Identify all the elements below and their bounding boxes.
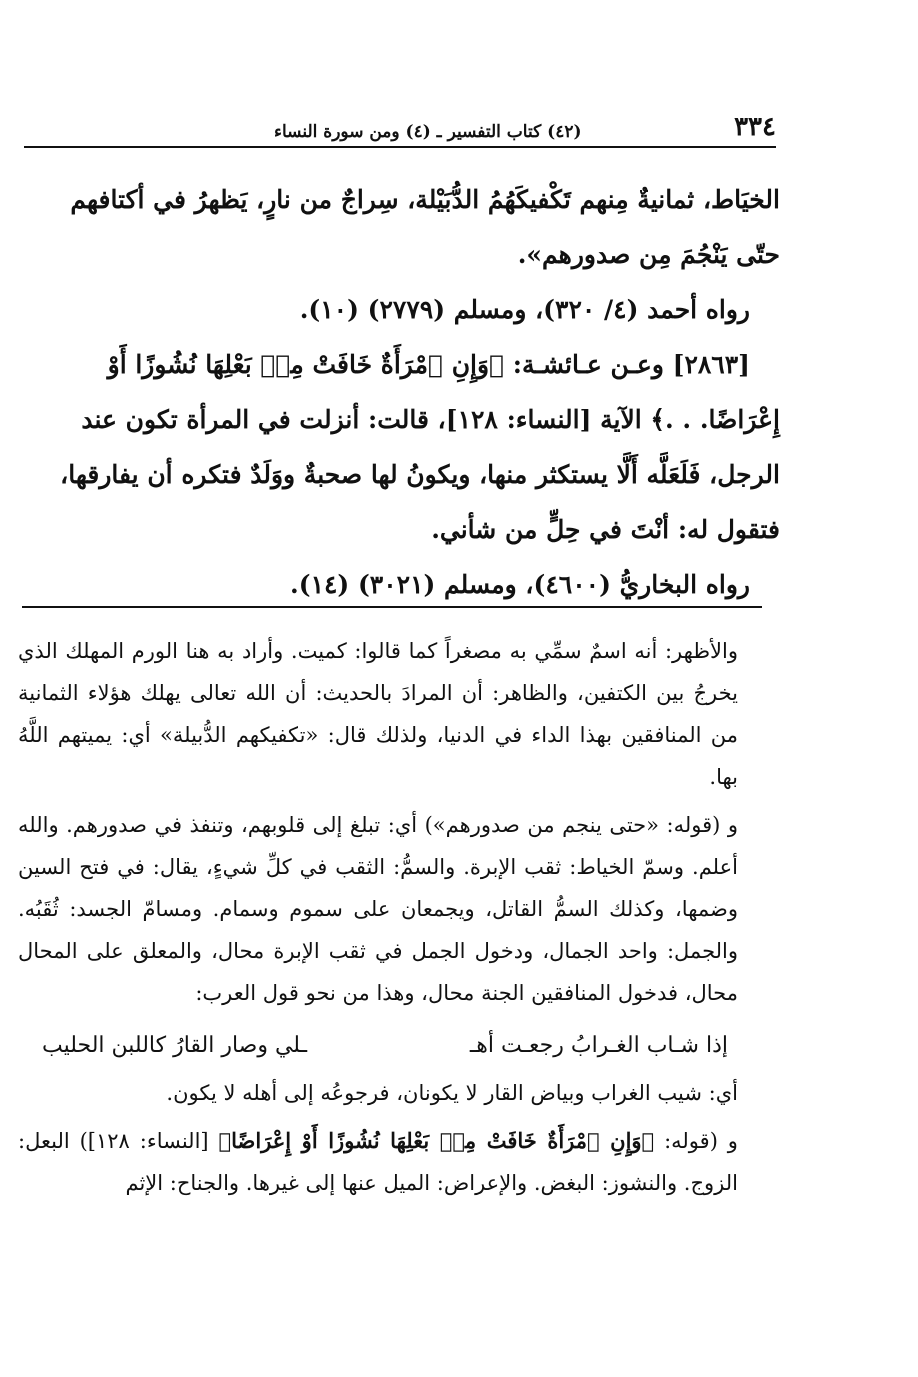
hadith-line-3: الرجل، فَلَعَلَّه أَلَّا يستكثر منها، ويكونُ لها صحبةٌ ووَلَدٌ فتكره أن يفارقها،: [60, 460, 780, 489]
source-reference-2: رواه البخاريُّ (٤٦٠٠)، ومسلم (٣٠٢١) (١٤).: [290, 570, 750, 599]
hadith-line-1: [٢٨٦٣] وعـن عـائشـة: ﴿وَإِنِ ٱمْرَأَةٌ خَافَتْ مِنۢ بَعْلِهَا نُشُوزًا أَوْ: [107, 350, 750, 379]
commentary-paragraph-3: أي: شيب الغراب وبياض القار لا يكونان، فرجوعُه إلى أهله لا يكون.: [166, 1081, 738, 1105]
quran-quote: ﴿وَإِنِ ٱمْرَأَةٌ خَافَتْ مِنۢ بَعْلِهَا نُشُوزًا أَوْ إِعْرَاضًا﴾: [218, 1128, 655, 1153]
hadith-line-4: فتقول له: أنْتَ في حِلٍّ من شأني.: [431, 515, 780, 544]
footnote-divider: [22, 606, 762, 608]
commentary-paragraph-4: [18, 1120, 768, 1204]
page-number: ٣٣٤: [734, 112, 776, 142]
main-line-1: الخيَاط، ثمانيةٌ مِنهم تَكْفيكَهُمُ الدُّبَيْلة، سِراجٌ من نارٍ، يَظهرُ في أكتافهم: [70, 185, 780, 214]
commentary-paragraph-2: و (قوله: «حتى ينجم من صدورهم») أي: تبلغ إلى قلوبهم، وتنفذ في صدورهم. والله أعلم. وسمّ الخياط: ثقب الإبرة. والسمُّ: الثقب في كلِّ شيءٍ، يقال: في فتح السين وضمها، وكذلك السمُّ القاتل، ويجمعان على سموم وسمام. ومسامّ الجسد: ثُقَبُه. والجمل: واحد الجمال، ودخول الجمل في ثقب الإبرة محال، والمعلق على المحال محال، فدخول المنافقين الجنة محال، وهذا من نحو قول العرب:: [18, 813, 738, 1005]
poem-first-hemistich: إذا شـاب الغـرابُ رجعـت أهـ: [469, 1033, 728, 1058]
para4-rest: [النساء: ١٢٨]) البعل: الزوج. والنشوز: البغض. والإعراض: الميل عنها إلى غيرها. والجناح: الإثم: [18, 1129, 738, 1195]
commentary-paragraph-1: والأظهر: أنه اسمٌ سمِّي به مصغراً كما قالوا: كميت. وأراد به هنا الورم المهلك الذي يخرجُ بين الكتفين، والظاهر: أن المرادَ بالحديث: أن الله تعالى يهلك هؤلاء الثمانية من المنافقين بهذا الداء في الدنيا، ولذلك قال: «تكفيكهم الدُّبيلة» أي: يميتهم اللَّهُ بها.: [18, 639, 738, 789]
main-text: [22, 172, 780, 612]
poem-verse: [18, 1020, 768, 1072]
poem-second-hemistich: ـلي وصار القارُ كاللبن الحليب: [42, 1033, 308, 1058]
commentary: [18, 630, 768, 1210]
source-reference-1: رواه أحمد (٤/ ٣٢٠)، ومسلم (٢٧٧٩) (١٠).: [299, 295, 750, 324]
page-header: [24, 108, 776, 148]
hadith-line-2: إِعْرَاضًا. . .﴾ الآية [النساء: ١٢٨]، قالت: أنزلت في المرأة تكون عند: [81, 405, 780, 434]
main-line-2: حتّى يَنْجُمَ مِن صدورهم».: [517, 240, 780, 269]
running-title: (٤٢) كتاب التفسير ـ (٤) ومن سورة النساء: [274, 122, 582, 142]
para4-prefix: و (قوله:: [664, 1129, 738, 1153]
